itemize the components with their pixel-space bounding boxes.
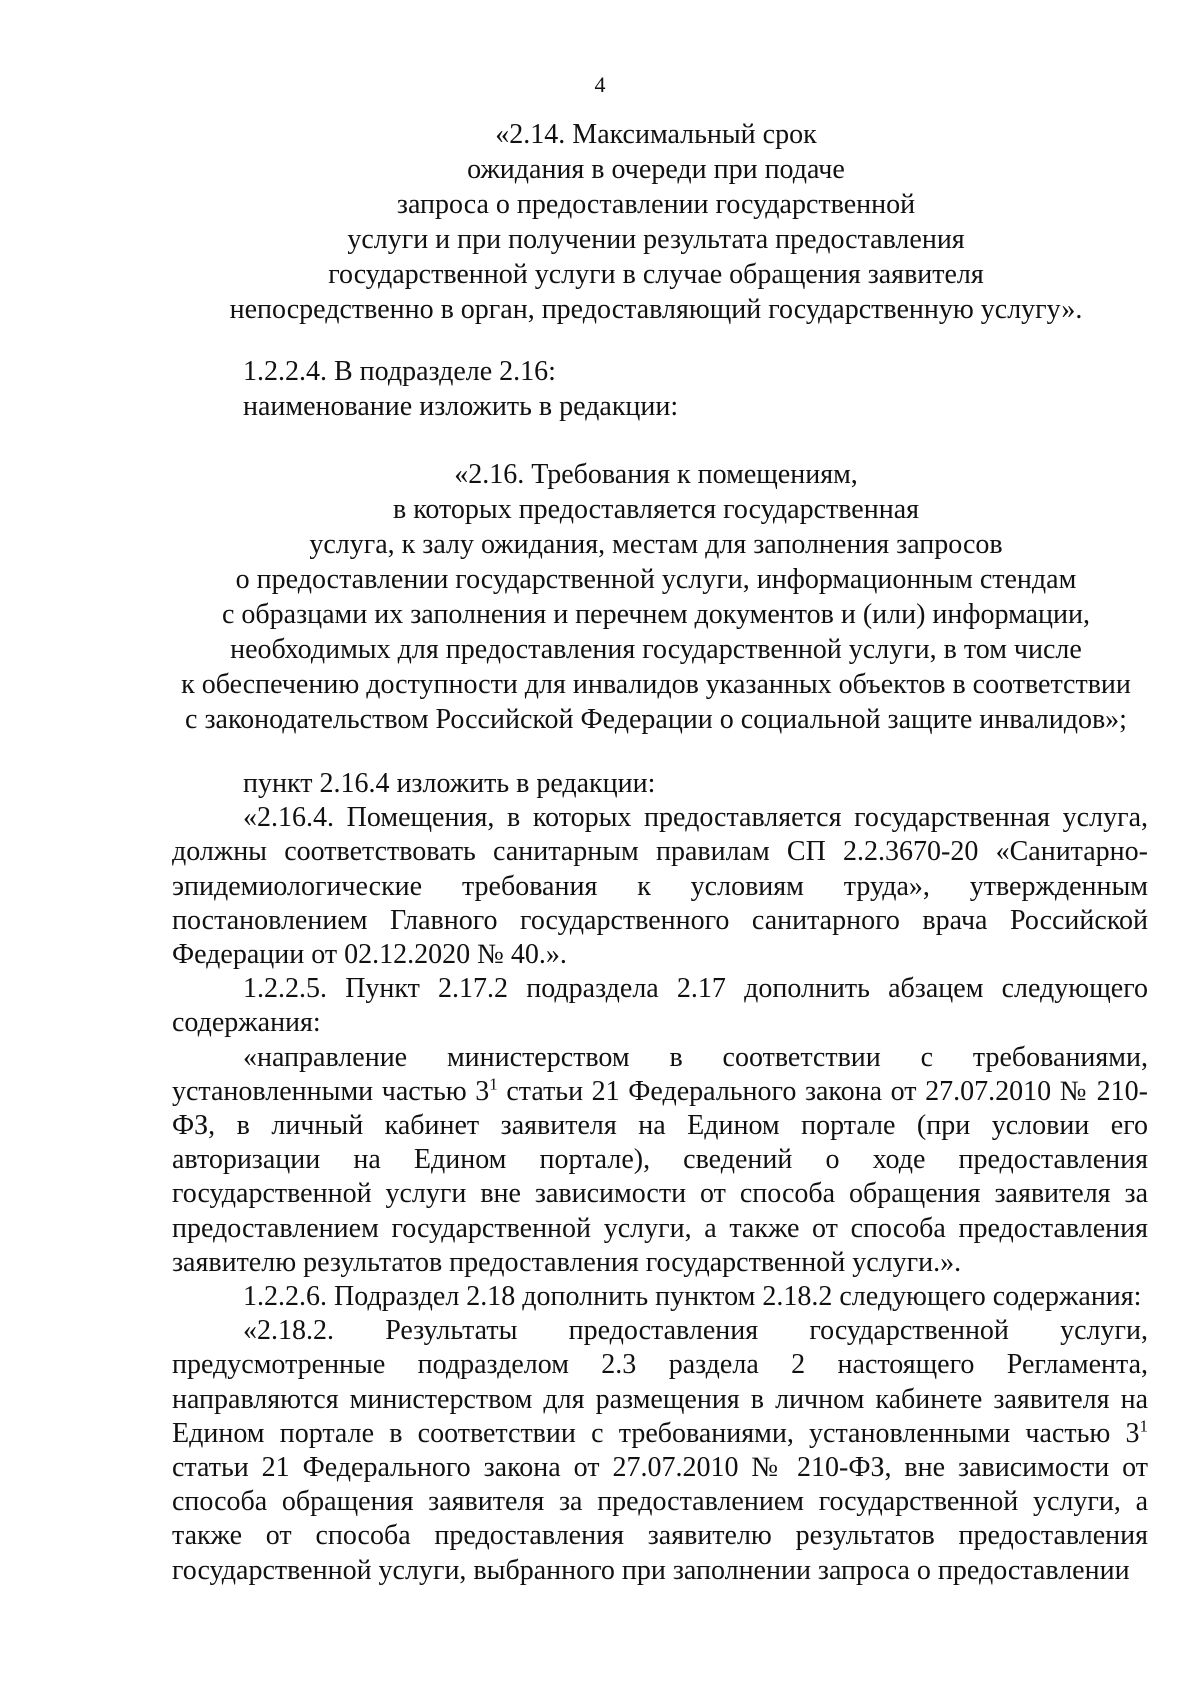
heading-line: к обеспечению доступности для инвалидов указанных объектов в соответствии: [181, 669, 1131, 700]
paragraph: 1.2.2.6. Подраздел 2.18 дополнить пунктом 2.18.2 следующего содержания:: [243, 1281, 1142, 1313]
heading-line: о предоставлении государственной услуги, информационным стендам: [235, 564, 1077, 595]
heading-line: ожидания в очереди при подаче: [467, 154, 845, 185]
paragraph: пункт 2.16.4 изложить в редакции:: [243, 768, 656, 799]
superscript: 1: [1139, 1416, 1148, 1436]
heading-line: запроса о предоставлении государственной: [396, 189, 916, 220]
paragraph: «2.16.4. Помещения, в которых предоставляется государственная услуга, должны соответствовать санитарным правилам СП 2.2.3670-20 «Санитарно-эпидемиологические требования к условиям труда», утвержденным постановлением Главного государственного санитарного врача Российской Федерации от 02.12.2020 № 40.».: [172, 802, 1148, 971]
amendment-intro: [243, 354, 1143, 424]
paragraph-text: «направление министерством в соответствии с требованиями, установленными частью 3: [172, 1041, 1148, 1107]
paragraph-text: статьи 21 Федерального закона от 27.07.2010 № 210-ФЗ, в личный кабинет заявителя на Едином портале (при условии его авторизации на Едином портале), сведений о ходе предоставления государственной услуги вне зависимости от способа обращения заявителя за предоставлением государственной услуги, а также от способа предоставления заявителю результатов предоставления государственной услуги.».: [172, 1075, 1149, 1278]
paragraph: [172, 1041, 1148, 1280]
superscript: 1: [489, 1074, 498, 1094]
paragraph: 1.2.2.5. Пункт 2.17.2 подраздела 2.17 дополнить абзацем следующего содержания:: [172, 973, 1148, 1039]
section-heading-2-16: [56, 457, 1200, 737]
heading-line: необходимых для предоставления государственной услуги, в том числе: [230, 634, 1082, 665]
heading-line: услуги и при получении результата предоставления: [347, 224, 965, 255]
intro-line: 1.2.2.4. В подразделе 2.16:: [243, 356, 556, 387]
paragraph: [172, 1314, 1148, 1588]
heading-line: «2.14. Максимальный срок: [495, 119, 817, 150]
page-number: 4: [594, 72, 606, 97]
heading-line: с законодательством Российской Федерации о социальной защите инвалидов»;: [185, 704, 1127, 735]
heading-line: услуга, к залу ожидания, местам для заполнения запросов: [309, 529, 1003, 560]
paragraph-text: «2.18.2. Результаты предоставления государственной услуги, предусмотренные подразделом 2.3 раздела 2 настоящего Регламента, направляются министерством для размещения в личном кабинете заявителя на Едином портале в соответствии с требованиями, установленными частью 3: [172, 1315, 1148, 1449]
heading-line: непосредственно в орган, предоставляющий государственную услугу».: [229, 294, 1083, 325]
heading-line: с образцами их заполнения и перечнем документов и (или) информации,: [221, 599, 1091, 630]
heading-line: государственной услуги в случае обращения заявителя: [328, 259, 984, 290]
heading-line: «2.16. Требования к помещениям,: [454, 459, 858, 490]
section-heading-2-14: [56, 117, 1200, 327]
intro-line: наименование изложить в редакции:: [243, 391, 679, 422]
heading-line: в которых предоставляется государственная: [392, 494, 920, 525]
paragraph-text: статьи 21 Федерального закона от 27.07.2010 № 210-ФЗ, вне зависимости от способа обращения заявителя за предоставлением государственной услуги, а также от способа предоставления заявителю результатов предоставления государственной услуги, выбранного при заполнении запроса о предоставлении: [172, 1452, 1148, 1586]
document-body: [172, 767, 1148, 1588]
